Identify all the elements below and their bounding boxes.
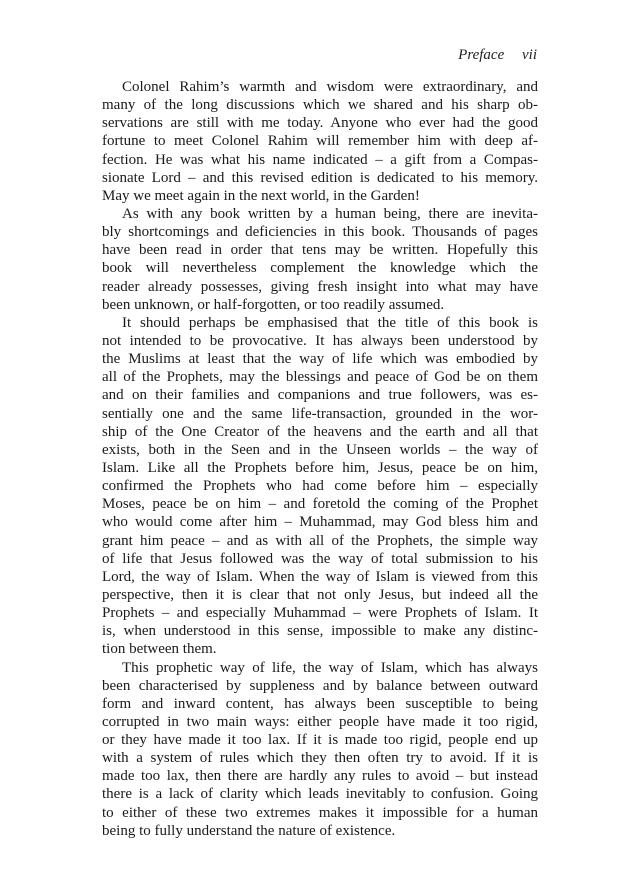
text-line: or they have made it too lax. If it is made too rigid, people end up	[102, 732, 538, 749]
text-line: have been read in order that tens may be written. Hopefully this	[102, 242, 538, 259]
text-line: Colonel Rahim’s warmth and wisdom were extraordinary, and	[122, 79, 538, 95]
text-line: It should perhaps be emphasised that the title of this book is	[122, 314, 538, 331]
text-line: not intended to be provocative. It has always been understood by	[102, 332, 538, 349]
text-line: sionate Lord – and this revised edition is dedicated to his memory.	[102, 169, 538, 186]
text-line: being to fully understand the nature of existence.	[102, 822, 396, 839]
text-line: many of the long discussions which we shared and his sharp ob-	[102, 97, 538, 114]
text-line: with a system of rules which they then often try to avoid. If it is	[102, 750, 538, 767]
text-line: corrupted in two main ways: either people have made it too rigid,	[102, 713, 538, 730]
text-line: grant him peace – and as with all of the Prophets, the simple way	[102, 532, 538, 549]
text-line: exists, both in the Seen and in the Unseen worlds – the way of	[102, 441, 538, 458]
text-line: perspective, then it is clear that not only Jesus, but indeed all the	[102, 586, 538, 603]
text-line: May we meet again in the next world, in the Garden!	[102, 187, 420, 204]
text-line: As with any book written by a human being, there are inevita-	[122, 205, 538, 222]
text-line: bly shortcomings and deficiencies in this book. Thousands of pages	[102, 224, 538, 241]
text-line: Moses, peace be on him – and foretold the coming of the Prophet	[102, 496, 538, 513]
text-line: to either of these two extremes makes it impossible for a human	[102, 804, 538, 821]
paragraph	[102, 78, 538, 205]
text-line: reader already possesses, giving fresh insight into what may have	[102, 278, 538, 295]
running-head	[458, 46, 537, 64]
text-line: who would come after him – Muhammad, may God bless him and	[102, 514, 538, 531]
text-line: made too lax, then there are hardly any rules to avoid – but instead	[102, 768, 538, 785]
text-line: confirmed the Prophets who had come before him – especially	[102, 478, 538, 495]
text-line: and on their families and companions and true followers, was es-	[102, 387, 538, 404]
text-line: This prophetic way of life, the way of Islam, which has always	[122, 659, 538, 676]
running-head-section-title: Preface	[458, 47, 505, 63]
text-line: fection. He was what his name indicated – a gift from a Compas-	[102, 151, 538, 168]
text-line: is, when understood in this sense, impossible to make any distinc-	[102, 623, 538, 640]
text-line: of life that Jesus followed was the way of total submission to his	[102, 550, 538, 567]
text-line: fortune to meet Colonel Rahim will remember him with deep af-	[102, 133, 538, 150]
paragraph	[102, 205, 538, 314]
body-text	[102, 78, 538, 840]
text-line: Prophets – and especially Muhammad – were Prophets of Islam. It	[102, 605, 538, 622]
text-line: book will nevertheless complement the knowledge which the	[102, 260, 538, 277]
text-line: Lord, the way of Islam. When the way of Islam is viewed from this	[102, 568, 538, 585]
text-line: ship of the One Creator of the heavens and the earth and all that	[102, 423, 538, 440]
paragraph	[102, 659, 538, 840]
text-line: sentially one and the same life-transaction, grounded in the wor-	[102, 405, 538, 422]
text-line: there is a lack of clarity which leads inevitably to confusion. Going	[102, 786, 538, 803]
text-line: all of the Prophets, may the blessings and peace of God be on them	[102, 369, 538, 386]
paragraph	[102, 314, 538, 659]
text-line: been characterised by suppleness and by balance between outward	[102, 677, 538, 694]
page-number: vii	[522, 47, 537, 63]
text-line: been unknown, or half-forgotten, or too readily assumed.	[102, 296, 445, 313]
text-line: form and inward content, has always been susceptible to being	[102, 695, 538, 712]
text-line: Islam. Like all the Prophets before him, Jesus, peace be on him,	[102, 459, 538, 476]
text-line: servations are still with me today. Anyone who ever had the good	[102, 115, 538, 132]
text-line: the Muslims at least that the way of life which was embodied by	[102, 351, 538, 368]
text-line: tion between them.	[102, 641, 217, 658]
